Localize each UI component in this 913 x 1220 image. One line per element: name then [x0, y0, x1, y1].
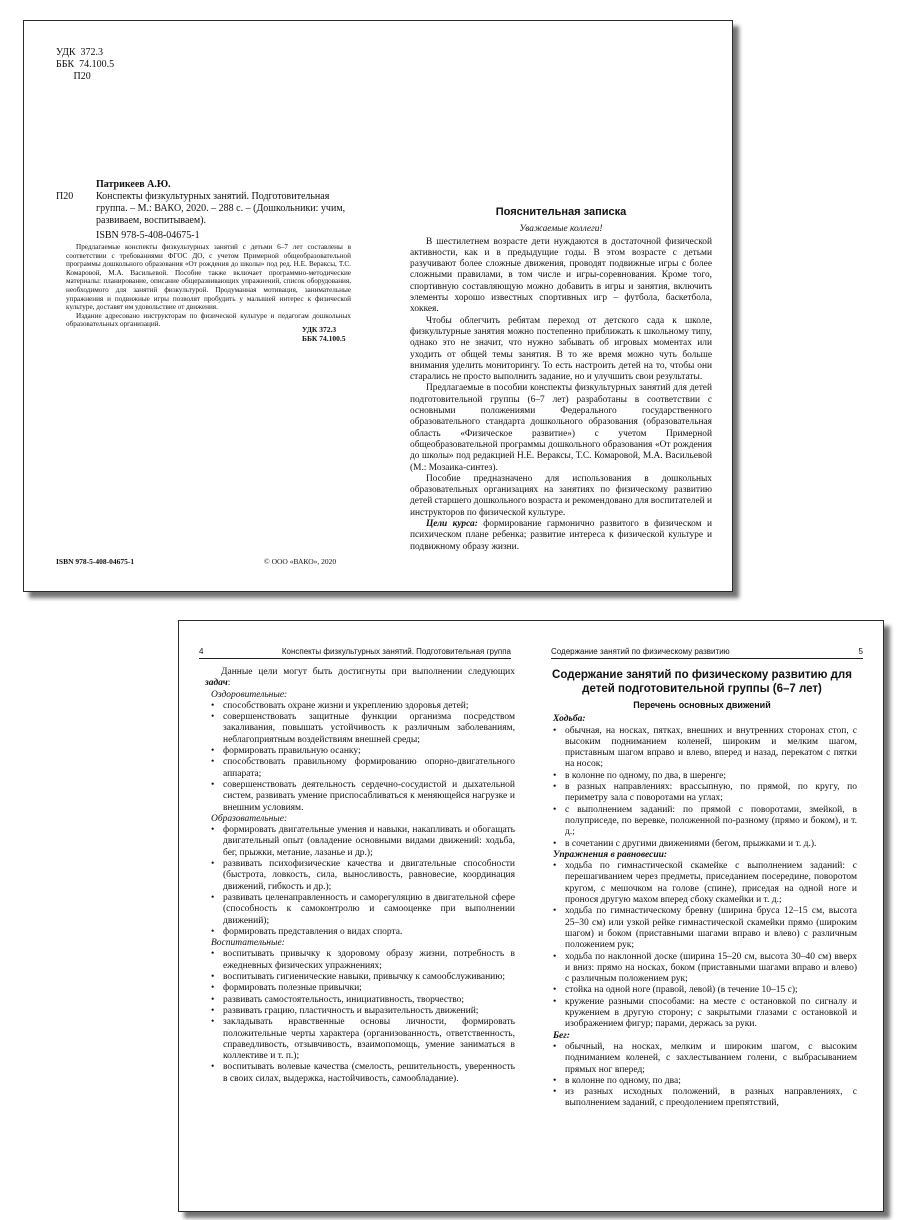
- list-item: • совершенствовать деятельность сердечно-сосудистой и дыхательной систем, развивать умение приспосабливаться к меняющейся нагрузке и внешним условиям.: [205, 780, 515, 814]
- list-item: • обычный, на носках, мелким и широким шагом, с высоким подниманием коленей, с захлестыванием голени, с выбрасыванием прямых ног вперед;: [547, 1042, 857, 1076]
- footer-copyright: © ООО «ВАКО», 2020: [264, 557, 337, 566]
- explanatory-note-page: [378, 21, 732, 591]
- annotation-bbk: ББК 74.100.5: [302, 334, 346, 343]
- note-paragraph: Чтобы облегчить ребятам переход от детского сада к школе, физкультурные занятия можно постепенно приближать к школьному типу, однако это не значит, что нужно забывать об игровых моментах или уходить от общей темы занятия. В то же время можно чуть больше внимания уделить мониторингу. То есть настроить детей на то, чтобы они старались не просто выполнить задание, но и улучшить свои результаты.: [410, 315, 712, 383]
- catalog-text: Конспекты физкультурных занятий. Подготовительная группа. – М.: ВАКО, 2020. – 288 с. – (Дошкольники: учим, развиваем, воспитываем).: [96, 191, 346, 226]
- bullet-list: [205, 949, 515, 1085]
- running-head: [199, 647, 511, 659]
- note-goals: [410, 519, 712, 553]
- category-label: Воспитательные:: [211, 938, 285, 949]
- bbk-line: ББК 74.100.5: [56, 59, 115, 70]
- goals-text: формирование гармонично развитого в физическом и психическом плане ребенка; развитие интереса к физической культуре и подвижному образу жизни.: [410, 519, 712, 552]
- running-head: [551, 647, 863, 659]
- list-item: • в разных направлениях: врассыпную, по прямой, по кругу, по периметру зала с поворотами на углах;: [547, 782, 857, 805]
- category-label: Оздоровительные:: [211, 689, 288, 700]
- annotation-codes: [302, 325, 345, 343]
- list-item: • совершенствовать защитные функции организма посредством закаливания, повышать устойчивость к различным заболеваниям, неблагоприятным воздействиям внешней среды;: [205, 712, 515, 746]
- category-label: Упражнения в равновесии:: [553, 849, 668, 860]
- author-code-line: П20: [56, 71, 91, 82]
- tasks-text: [205, 667, 515, 1085]
- list-item: • развивать целенаправленность и саморегуляцию в двигательной сфере (способность к самоконтролю и самооценке при выполнении движений);: [205, 893, 515, 927]
- tasks-intro-text: Данные цели могут быть достигнуты при выполнении следующих: [221, 667, 515, 677]
- list-item: • в колонне по одному, по два, в шеренге;: [547, 771, 857, 782]
- list-item: • формировать двигательные умения и навыки, накапливать и обогащать двигательный опыт (овладение основными видами движений: ходьба, бег, прыжки, метание, лазанье и др.);: [205, 825, 515, 859]
- running-head-title: Конспекты физкультурных занятий. Подготовительная группа: [281, 647, 511, 656]
- note-greeting: Уважаемые коллеги!: [519, 224, 603, 235]
- list-item: • с выполнением заданий: по прямой с поворотами, змейкой, в полуприседе, по веревке, положенной по-разному (прямо и боком), и т. д.;: [547, 805, 857, 839]
- tasks-intro: [205, 667, 515, 690]
- list-item: • ходьба по наклонной доске (ширина 15–20 см, высота 30–40 см) вверх и вниз: прямо на носках, боком (приставными шагами вправо и влево) с различным положением рук;: [547, 952, 857, 986]
- category-label: Бег:: [553, 1030, 570, 1041]
- author-name: Патрикеев А.Ю.: [96, 179, 171, 190]
- book-spread-top: [23, 20, 733, 592]
- list-item: • в сочетании с другими движениями (бегом, прыжками и т. д.).: [547, 839, 857, 850]
- list-item: • развивать самостоятельность, инициативность, творчество;: [205, 995, 515, 1006]
- bullet-list: [547, 1042, 857, 1110]
- list-item: • из разных исходных положений, в разных направлениях, с выполнением заданий, с преодолением препятствий,: [547, 1087, 857, 1110]
- list-item: • развивать грацию, пластичность и выразительность движений;: [205, 1006, 515, 1017]
- page-5: [531, 621, 883, 1211]
- movement-groups: [547, 714, 857, 1109]
- tasks-intro-colon: :: [227, 678, 231, 689]
- list-item: • обычная, на носках, пятках, внешних и внутренних сторонах стоп, с высоким подниманием коленей, широким и мелким шагом, приставным шагом вправо и влево, вперед и назад, перекатом с пятки на носок;: [547, 726, 857, 771]
- book-spread-bottom: [178, 620, 884, 1212]
- movements-text: [547, 667, 857, 1110]
- bullet-list: [547, 861, 857, 1030]
- explanatory-note: [410, 207, 712, 553]
- list-item: • формировать полезные привычки;: [205, 983, 515, 994]
- list-item: • в колонне по одному, по два;: [547, 1076, 857, 1087]
- goals-label: Цели курса:: [426, 519, 478, 530]
- list-item: • закладывать нравственные основы личности, формировать положительные черты характера (организованность, ответственность, справедливость, отзывчивость, взаимопомощь, умение заниматься в коллективе и т. п.);: [205, 1017, 515, 1062]
- list-item: • воспитывать гигиенические навыки, привычку к самообслуживанию;: [205, 972, 515, 983]
- section-title: Содержание занятий по физическому развитию для детей подготовительной группы (6–7 лет): [552, 669, 852, 695]
- page-number: 4: [199, 647, 204, 656]
- list-item: • способствовать охране жизни и укреплению здоровья детей;: [205, 701, 515, 712]
- list-item: • стойка на одной ноге (правой, левой) (в течение 10–15 с);: [547, 985, 857, 996]
- tasks-keyword: задач: [205, 678, 228, 689]
- classification-codes: [56, 47, 356, 83]
- isbn: ISBN 978-5-408-04675-1: [96, 230, 200, 241]
- note-title: Пояснительная записка: [495, 206, 627, 218]
- list-item: • ходьба по гимнастической скамейке с выполнением заданий: с перешагиванием через предметы, приседанием посередине, поворотом кругом, с мешочком на голове (спине), приседая на одной ноге и пронося другую махом вперед сбоку скамейки и т. д.;: [547, 861, 857, 906]
- list-item: • способствовать правильному формированию опорно-двигательного аппарата;: [205, 757, 515, 780]
- annotation: [66, 243, 351, 329]
- category-label: Ходьба:: [553, 714, 586, 725]
- list-item: • развивать психофизические качества и двигательные способности (быстрота, ловкость, сила, выносливость, равновесие, координация движений, гибкость и др.);: [205, 859, 515, 893]
- footer-isbn: ISBN 978-5-408-04675-1: [56, 557, 135, 566]
- task-groups: [205, 690, 515, 1085]
- page-number: 5: [858, 647, 863, 656]
- list-item: • ходьба по гимнастическому бревну (ширина бруса 12–15 см, высота 25–30 см) или узкой рейке гимнастической скамейки прямо (широким шагом) и боком (приставными шагами вправо и влево) с различным положением рук;: [547, 906, 857, 951]
- catalog-card: [56, 179, 356, 242]
- note-paragraph: Предлагаемые в пособии конспекты физкультурных занятий для детей подготовительной группы (6–7 лет) разработаны в соответствии с основными положениями Федерального государственного образовательного стандарта дошкольного образования (образовательная область «Физическое развитие») с учетом Примерной общеобразовательной программы дошкольного образования «От рождения до школы» под редакцией Н.Е. Вераксы, Т.С. Комаровой, М.А. Васильевой (М.: Мозаика-синтез).: [410, 383, 712, 473]
- page-4: [179, 621, 531, 1211]
- list-item: • формировать правильную осанку;: [205, 746, 515, 757]
- author-code: П20: [56, 191, 74, 202]
- annotation-paragraph: Издание адресовано инструкторам по физической культуре и педагогам дошкольных образовательных организаций.: [66, 311, 351, 329]
- list-item: • формировать представления о видах спорта.: [205, 927, 515, 938]
- udk-line: УДК 372.3: [56, 47, 104, 58]
- list-item: • воспитывать волевые качества (смелость, решительность, уверенность в своих силах, выдержка, настойчивость, самообладание).: [205, 1062, 515, 1085]
- bullet-list: [205, 825, 515, 938]
- category-label: Образовательные:: [211, 813, 288, 824]
- annotation-paragraph: Предлагаемые конспекты физкультурных занятий с детьми 6–7 лет составлены в соответствии с требованиями ФГОС ДО, с учетом Примерной общеобразовательной программы дошкольного образования «От рождения до школы» под ред. Н.Е. Вераксы, Т.С. Комаровой, М.А. Васильевой. Пособие также включает программно-методические материалы: планирование, описание общеразвивающих упражнений, список оборудования, необходимого для занятий физкультурой. Продуманная мотивация, занимательные упражнения и подвижные игры позволят пробудить у малышей интерес к физической культуре, доставят им удовольствие от движения.: [66, 243, 351, 312]
- note-paragraph: Пособие предназначено для использования в дошкольных образовательных организациях на занятиях по физическому развитию детей старшего дошкольного возраста и рекомендовано для воспитателей и инструкторов по физической культуре.: [410, 473, 712, 518]
- annotation-udk: УДК 372.3: [302, 325, 337, 334]
- imprint-page: [24, 21, 378, 591]
- list-item: • воспитывать привычку к здоровому образу жизни, потребность в ежедневных физических упражнениях;: [205, 949, 515, 972]
- running-head-title: Содержание занятий по физическому развитию: [551, 647, 730, 656]
- bullet-list: [205, 701, 515, 814]
- note-paragraph: В шестилетнем возрасте дети нуждаются в достаточной физической активности, как и в предыдущие годы. В этом возрасте с детьми разучивают более сложные движения, проводят подвижные игры с более сложными правилами, в том числе и игры-соревнования. Кроме того, спортивную составляющую можно добавить в игры и занятия, включить элементы хорошо известных спортивных игр – футбола, баскетбола, хоккея.: [410, 236, 712, 315]
- bullet-list: [547, 726, 857, 850]
- section-subtitle: Перечень основных движений: [633, 700, 771, 710]
- list-item: • кружение разными способами: на месте с остановкой по сигналу и кружением в другую сторону; с закрытыми глазами с остановкой и изображением фигур; парами, держась за руки.: [547, 997, 857, 1031]
